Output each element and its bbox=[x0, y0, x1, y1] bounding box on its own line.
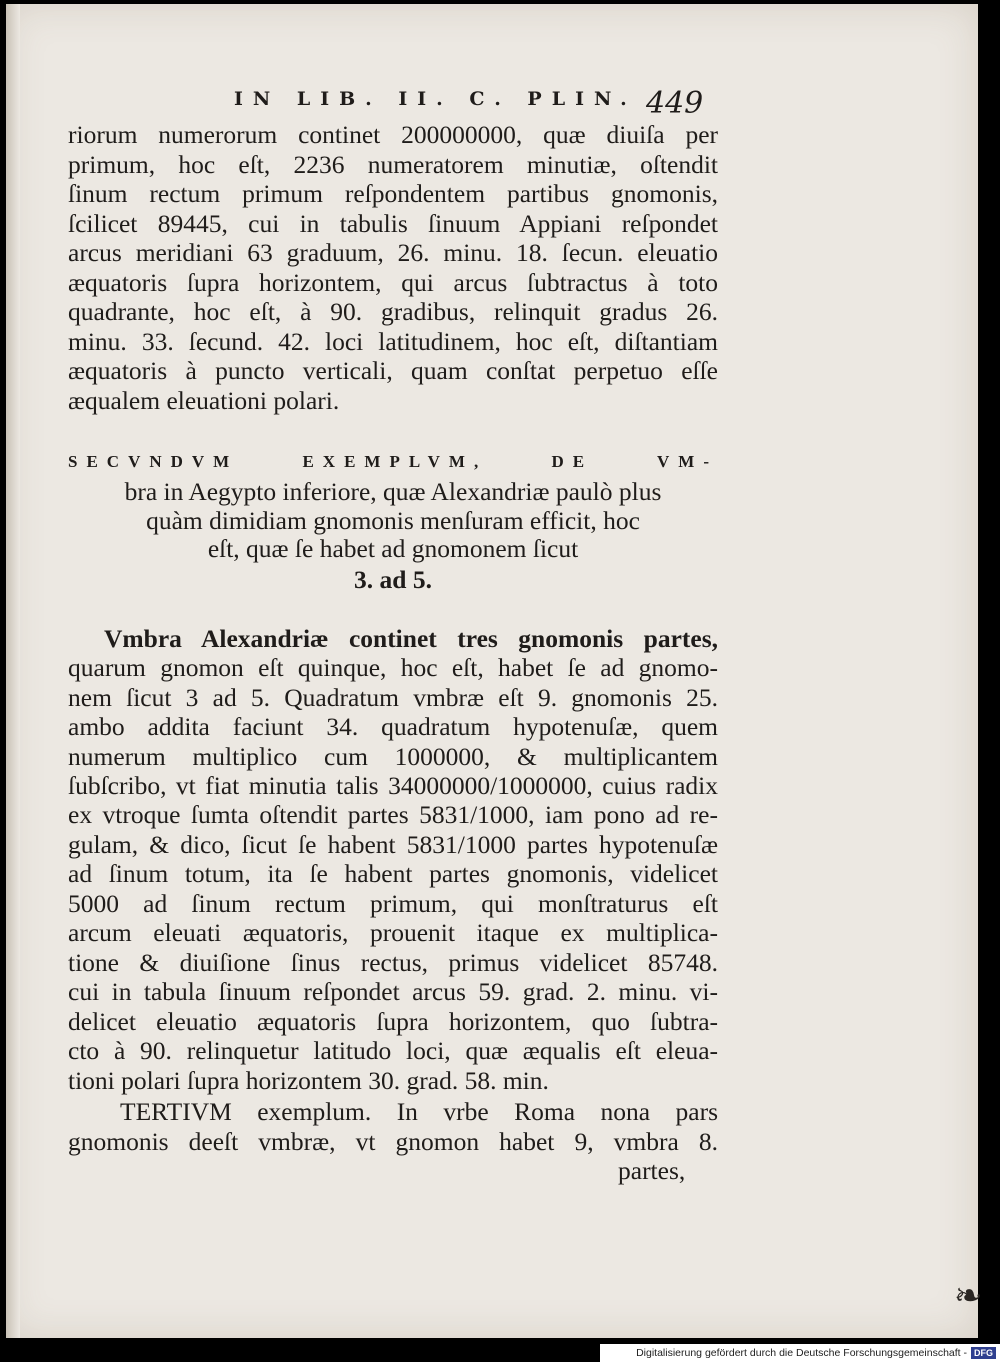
dfg-logo-icon: DFG bbox=[971, 1347, 996, 1359]
funding-footer bbox=[600, 1344, 1000, 1362]
page-header bbox=[6, 84, 978, 124]
text-line: tioni polari ſupra horizontem 30. grad. 58. min. bbox=[68, 1066, 549, 1095]
section-heading-line: eſt, quæ ſe habet ad gnomonem ſicut bbox=[207, 534, 579, 563]
text-line: arcus meridiani 63 graduum, 26. minu. 18. ſecun. eleuatio bbox=[68, 238, 718, 267]
section-heading-line: 3. ad 5. bbox=[354, 565, 432, 594]
text-line: TERTIVM exemplum. In vrbe Roma nona pars bbox=[120, 1097, 718, 1126]
text-line: ad ſinum totum, ita ſe habent partes gnomonis, videlicet bbox=[68, 859, 718, 888]
page-number: 449 bbox=[646, 86, 704, 121]
running-title: IN LIB. II. C. PLIN. bbox=[234, 88, 637, 110]
text-line: æqualem eleuationi polari. bbox=[68, 386, 340, 415]
text-line: numerum multiplico cum 1000000, & multiplicantem bbox=[68, 742, 718, 771]
text-line: ſubſcribo, vt fiat minutia talis 34000000/1000000, cuius radix bbox=[68, 771, 718, 800]
text-line: delicet eleuatio æquatoris ſupra horizontem, quo ſubtra- bbox=[68, 1007, 718, 1036]
text-line: nem ſicut 3 ad 5. Quadratum vmbræ eſt 9. gnomonis 25. bbox=[68, 683, 718, 712]
text-line: cto à 90. relinquetur latitudo loci, quæ æqualis eſt eleua- bbox=[68, 1036, 718, 1065]
text-line: quadrante, hoc eſt, à 90. gradibus, relinquit gradus 26. bbox=[68, 297, 718, 326]
text-line: æquatoris ſupra horizontem, qui arcus ſubtractus à toto bbox=[68, 268, 718, 297]
book-page bbox=[6, 4, 983, 1338]
section-heading-line: quàm dimidiam gnomonis menſuram efficit, hoc bbox=[146, 506, 640, 535]
text-line: ſcilicet 89445, cui in tabulis ſinuum Appiani reſpondet bbox=[68, 209, 718, 238]
catchword: partes, bbox=[618, 1156, 686, 1185]
text-line: cui in tabula ſinuum reſpondet arcus 59. grad. 2. minu. vi- bbox=[68, 977, 718, 1006]
ink-blot: ❧ bbox=[954, 1276, 983, 1316]
page-gutter-shadow bbox=[6, 4, 20, 1338]
text-line: Vmbra Alexandriæ continet tres gnomonis partes, bbox=[104, 624, 718, 653]
text-line: tione & diuiſione ſinus rectus, primus videlicet 85748. bbox=[68, 948, 718, 977]
text-line: primum, hoc eſt, 2236 numeratorem minutiæ, oſtendit bbox=[68, 150, 718, 179]
section-heading-caps: SECVNDVM EXEMPLVM, DE VM- bbox=[68, 452, 718, 471]
section-heading-line: bra in Aegypto inferiore, quæ Alexandriæ paulò plus bbox=[124, 477, 662, 506]
text-line: 5000 ad ſinum rectum primum, qui monſtraturus eſt bbox=[68, 889, 718, 918]
text-line: ambo addita faciunt 34. quadratum hypotenuſæ, quem bbox=[68, 712, 718, 741]
funding-text: Digitalisierung gefördert durch die Deutsche Forschungsgemeinschaft - bbox=[636, 1347, 967, 1359]
text-line: ex vtroque ſumta oſtendit partes 5831/1000, iam pono ad re- bbox=[68, 800, 718, 829]
text-line: riorum numerorum continet 200000000, quæ diuiſa per bbox=[68, 120, 718, 149]
text-line: æquatoris à puncto verticali, quam conſtat perpetuo eſſe bbox=[68, 356, 718, 385]
text-line: ſinum rectum primum reſpondentem partibus gnomonis, bbox=[68, 179, 718, 208]
text-line: quarum gnomon eſt quinque, hoc eſt, habet ſe ad gnomo- bbox=[68, 653, 718, 682]
text-line: arcum eleuati æquatoris, prouenit itaque ex multiplica- bbox=[68, 918, 718, 947]
text-line: gulam, & dico, ſicut ſe habent 5831/1000 partes hypotenuſæ bbox=[68, 830, 718, 859]
text-line: minu. 33. ſecund. 42. loci latitudinem, hoc eſt, diſtantiam bbox=[68, 327, 718, 356]
text-line: gnomonis deeſt vmbræ, vt gnomon habet 9, vmbra 8. bbox=[68, 1127, 718, 1156]
